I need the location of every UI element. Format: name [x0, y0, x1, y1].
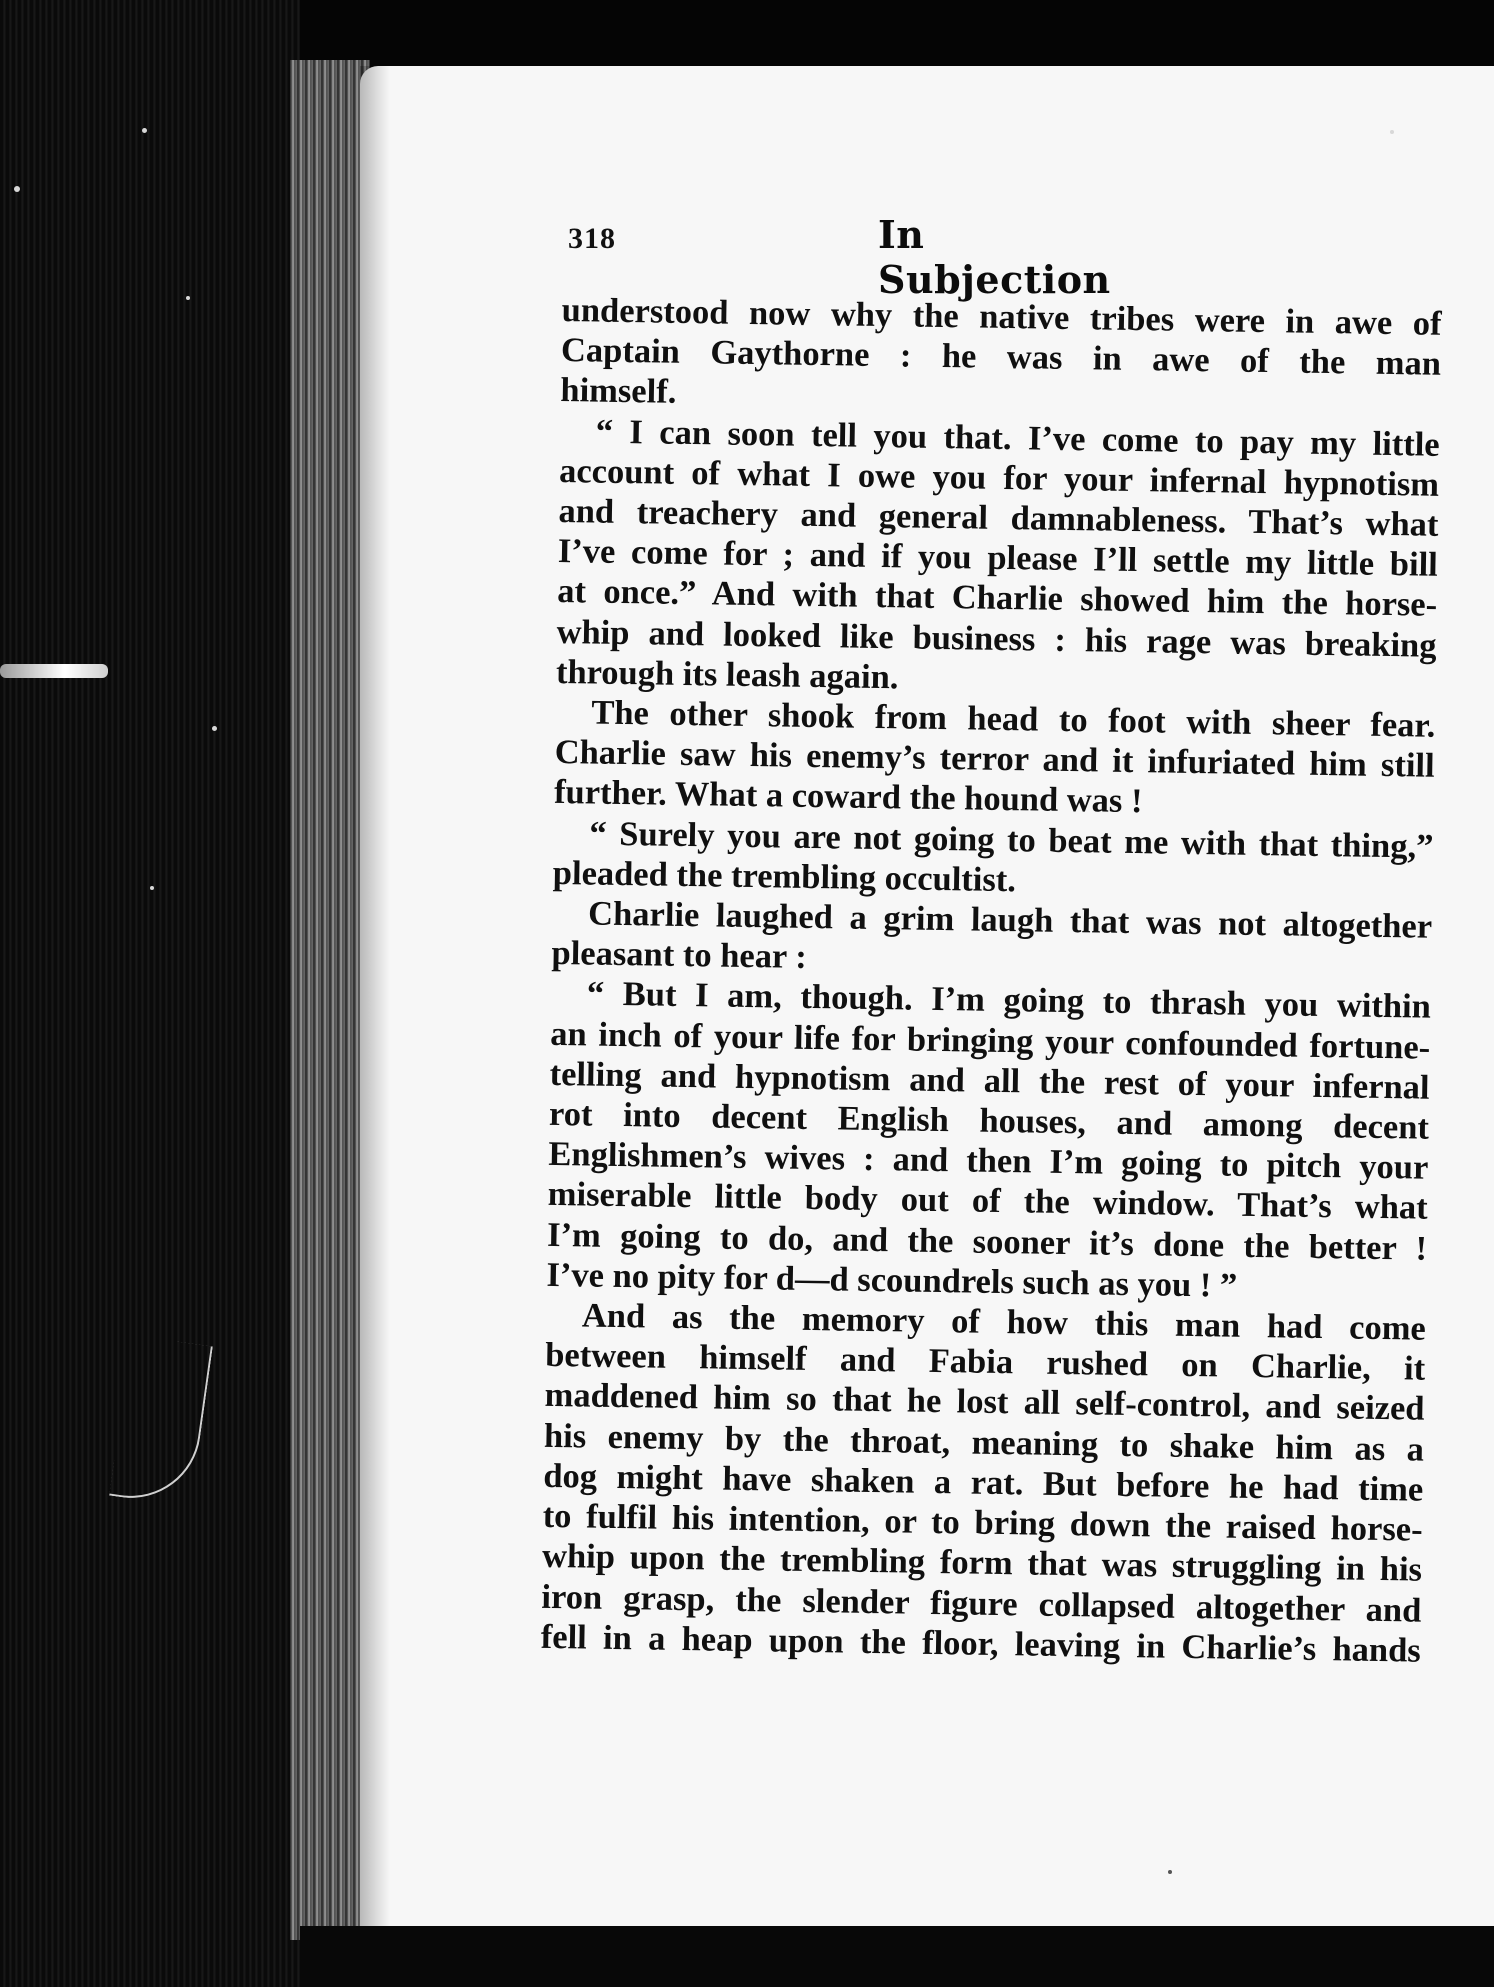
- text-line: further. What a coward the hound was !: [553, 773, 1143, 821]
- text-line: I’m going to do, and the sooner it’s done the better !: [546, 1215, 1428, 1268]
- text-line: whip upon the trembling form that was struggling in his: [541, 1537, 1423, 1589]
- text-line: pleasant to hear :: [551, 934, 808, 977]
- scan-speck: [1168, 1870, 1172, 1874]
- text-line: I’ve come for ; and if you please I’ll settle my little bill: [557, 532, 1439, 585]
- text-line: I’ve no pity for d—d scoundrels such as you ! ”: [546, 1255, 1238, 1305]
- text-line: between himself and Fabia rushed on Charlie, it: [544, 1336, 1426, 1388]
- text-line: pleaded the trembling occultist.: [552, 853, 1017, 900]
- text-line: Charlie saw his enemy’s terror and it infuriated him still: [554, 733, 1435, 785]
- text-line: iron grasp, the slender figure collapsed altogether and: [541, 1577, 1422, 1630]
- text-line: miserable little body out of the window. That’s what: [547, 1175, 1428, 1228]
- text-line: to fulfil his intention, or to bring down the raised horse-: [542, 1496, 1423, 1549]
- text-line: an inch of your life for bringing your confounded fortune-: [550, 1014, 1431, 1067]
- bottom-border: [300, 1926, 1494, 1987]
- text-line: “ Surely you are not going to beat me with that thing,”: [589, 814, 1434, 866]
- text-line: and treachery and general damnableness. That’s what: [558, 491, 1439, 544]
- body-text: [541, 290, 1442, 1671]
- text-line: at once.” And with that Charlie showed him the horse-: [556, 572, 1438, 625]
- book-binding-edge: [0, 0, 300, 1987]
- text-line: And as the memory of how this man had come: [581, 1296, 1427, 1348]
- text-line: through its leash again.: [555, 652, 899, 697]
- text-line: fell in a heap upon the floor, leaving in Charlie’s hands: [540, 1617, 1422, 1670]
- page-edge-leaves: [290, 60, 370, 1940]
- scan-speck: [142, 128, 147, 133]
- scan-speck: [1390, 130, 1394, 134]
- text-line: Captain Gaythorne : he was in awe of the man: [560, 331, 1442, 384]
- scan-smear: [0, 664, 108, 678]
- text-line: understood now why the native tribes were in awe of: [561, 290, 1442, 343]
- scan-speck: [150, 886, 154, 890]
- scan-speck: [14, 186, 20, 192]
- text-line: “ I can soon tell you that. I’ve come to pay my little: [595, 412, 1440, 464]
- text-line: whip and looked like business : his rage was breaking: [556, 612, 1437, 665]
- text-line: The other shook from head to foot with sheer fear.: [591, 693, 1436, 745]
- text-line: rot into decent English houses, and among decent: [548, 1094, 1430, 1147]
- running-head: [568, 210, 1148, 302]
- text-line: maddened him so that he lost all self-control, and seized: [544, 1376, 1425, 1429]
- text-line: account of what I owe you for your infernal hypnotism: [558, 451, 1440, 504]
- scan-speck: [212, 726, 217, 731]
- scan-speck: [186, 296, 190, 300]
- page-number: 318: [568, 222, 616, 255]
- text-line: Englishmen’s wives : and then I’m going to pitch your: [548, 1135, 1429, 1187]
- text-line: himself.: [560, 371, 677, 412]
- text-line: his enemy by the throat, meaning to shake him as a: [543, 1416, 1425, 1469]
- text-line: telling and hypnotism and all the rest of your infernal: [549, 1054, 1430, 1107]
- running-title: In Subjection: [878, 212, 1111, 302]
- text-line: dog might have shaken a rat. But before he had time: [543, 1456, 1424, 1509]
- gutter-shadow: [360, 66, 390, 1926]
- text-line: Charlie laughed a grim laugh that was not altogether: [587, 894, 1433, 946]
- text-line: “ But I am, though. I’m going to thrash you within: [586, 974, 1432, 1027]
